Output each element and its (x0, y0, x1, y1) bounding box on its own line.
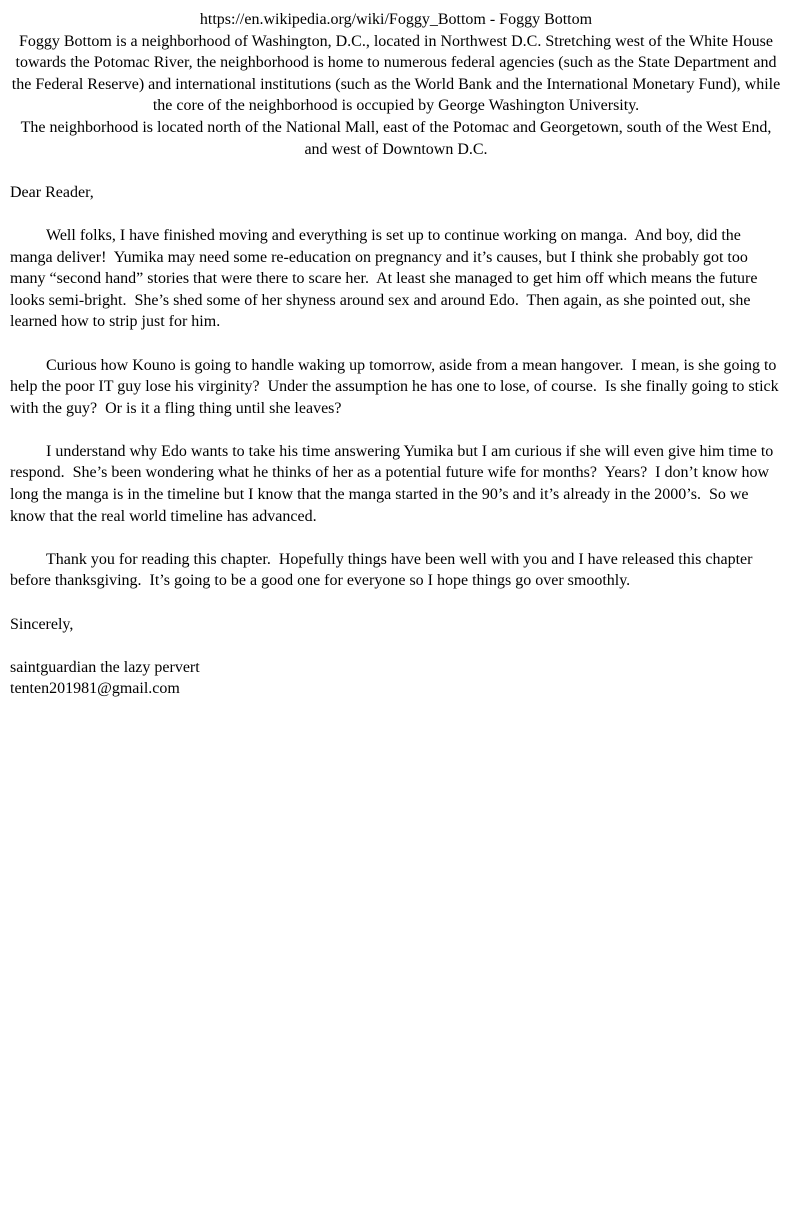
wiki-excerpt-paragraph-2: The neighborhood is located north of the National Mall, east of the Potomac and Georgetown, south of the West End, and west of Downtown D.C. (20, 118, 772, 158)
source-url-line: https://en.wikipedia.org/wiki/Foggy_Bottom - Foggy Bottom (199, 11, 593, 28)
closing: Sincerely, (10, 615, 74, 633)
letter-paragraph-4: Thank you for reading this chapter. Hopefully things have been well with you and I have released this chapter before thanksgiving. It’s going to be a good one for everyone so I hope things go over smoothly. (10, 550, 753, 590)
salutation: Dear Reader, (10, 183, 94, 201)
signature-email: tenten201981@gmail.com (10, 680, 180, 698)
signature-name: saintguardian the lazy pervert (10, 658, 200, 676)
letter-paragraph-3: I understand why Edo wants to take his time answering Yumika but I am curious if she will even give him time to respond. She’s been wondering what he thinks of her as a potential future wife for months? Years? I don’t know how long the manga is in the timeline but I know that the manga started in the 90’s and it’s already in the 2000’s. So we know that the real world timeline has advanced. (10, 442, 774, 525)
letter-paragraph-1: Well folks, I have finished moving and everything is set up to continue working on manga. And boy, did the manga deliver! Yumika may need some re-education on pregnancy and it’s causes, but I think she probably got too many “second hand” stories that were there to scare her. At least she managed to get him off which means the future looks semi-bright. She’s shed some of her shyness around sex and around Edo. Then again, as she pointed out, she learned how to strip just for him. (10, 226, 758, 331)
wiki-excerpt-paragraph-1: Foggy Bottom is a neighborhood of Washington, D.C., located in Northwest D.C. Stretching west of the White House towards the Potomac River, the neighborhood is home to numerous federal agencies (such as the State Department and the Federal Reserve) and international institutions (such as the World Bank and the International Monetary Fund), while the core of the neighborhood is occupied by George Washington University. (11, 32, 781, 115)
letter-paragraph-2: Curious how Kouno is going to handle waking up tomorrow, aside from a mean hangover. I mean, is she going to help the poor IT guy lose his virginity? Under the assumption he has one to lose, of course. Is she finally going to stick with the guy? Or is it a fling thing until she leaves? (10, 356, 779, 417)
